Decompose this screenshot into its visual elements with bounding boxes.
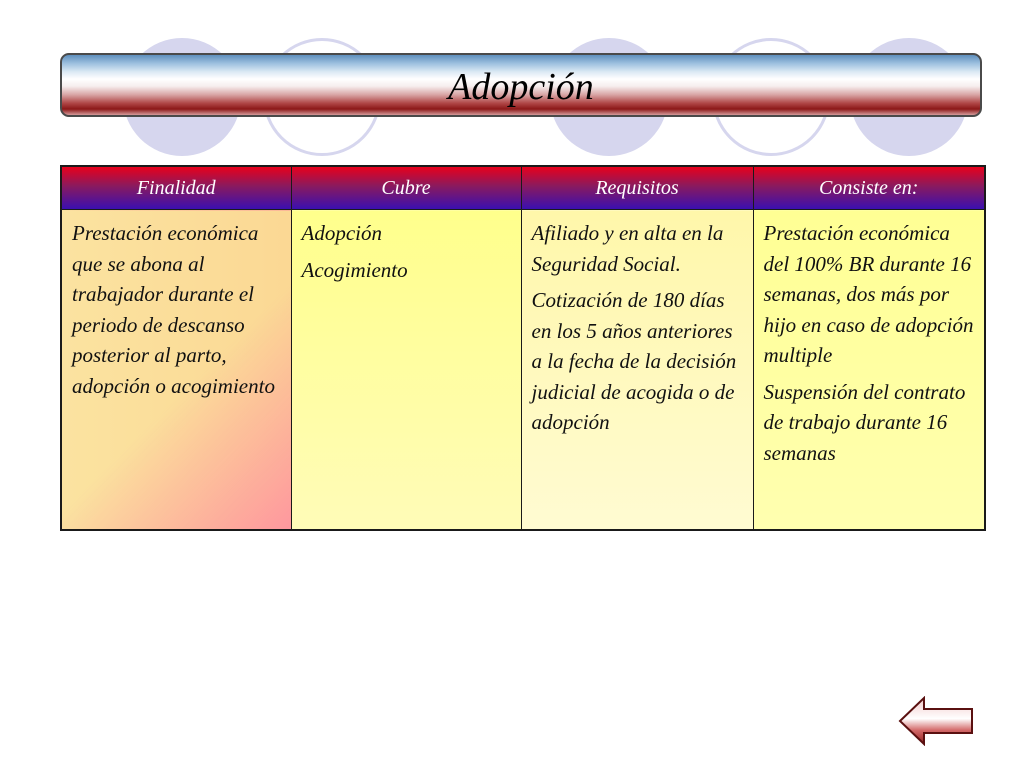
cell-consiste bbox=[753, 210, 985, 531]
cell-finalidad bbox=[61, 210, 291, 531]
cell-text: Adopción bbox=[301, 221, 382, 245]
column-header-consiste: Consiste en: bbox=[753, 166, 985, 210]
column-header-finalidad: Finalidad bbox=[61, 166, 291, 210]
cell-requisitos bbox=[521, 210, 753, 531]
cell-text: Prestación económica que se abona al trabajador durante el periodo de descanso posterior al parto, adopción o acogimiento bbox=[72, 221, 275, 398]
cell-text: Cotización de 180 días en los 5 años anteriores a la fecha de la decisión judicial de acogida o de adopción bbox=[531, 288, 737, 434]
cell-cubre bbox=[291, 210, 521, 531]
left-arrow-icon bbox=[898, 696, 974, 746]
cell-text: Prestación económica del 100% BR durante 16 semanas, dos más por hijo en caso de adopción multiple bbox=[763, 221, 974, 367]
back-button[interactable] bbox=[898, 696, 974, 746]
column-header-requisitos: Requisitos bbox=[521, 166, 753, 210]
cell-text: Afiliado y en alta en la Seguridad Social. bbox=[531, 221, 724, 276]
table-row bbox=[61, 210, 985, 531]
cell-text: Suspensión del contrato de trabajo durante 16 semanas bbox=[763, 379, 966, 465]
adoption-table bbox=[60, 165, 986, 531]
column-header-cubre: Cubre bbox=[291, 166, 521, 210]
table-header-row bbox=[61, 166, 985, 210]
page-title: Adopción bbox=[448, 66, 594, 108]
title-banner bbox=[60, 53, 982, 117]
cell-text: Acogimiento bbox=[301, 257, 408, 282]
